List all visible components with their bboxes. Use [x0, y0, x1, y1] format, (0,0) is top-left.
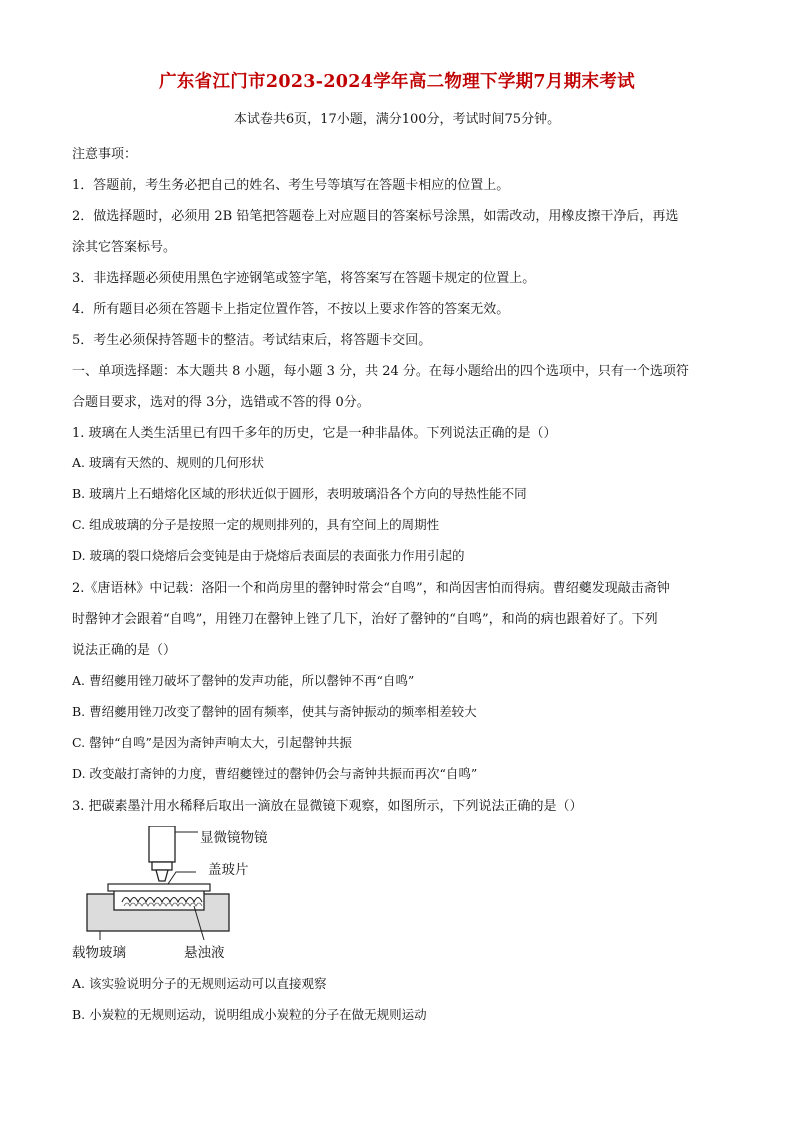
question-1-option-a: A. 玻璃有天然的、规则的几何形状 — [72, 455, 264, 470]
glass-slide-label: 载物玻璃 — [72, 945, 126, 961]
notice-item: 涂其它答案标号。 — [72, 240, 177, 255]
question-3-option-a: A. 该实验说明分子的无规则运动可以直接观察 — [72, 976, 327, 991]
exam-subtitle: 本试卷共6页，17小题，满分100分，考试时间75分钟。 — [233, 112, 561, 127]
notice-item: 3．非选择题必须使用黑色字迹钢笔或签字笔，将答案写在答题卡规定的位置上。 — [72, 271, 536, 286]
question-2-stem-line: 说法正确的是（） — [72, 643, 177, 658]
suspension-label: 悬浊液 — [184, 945, 225, 961]
cover-slip-label: 盖玻片 — [208, 862, 249, 878]
notice-item: 5．考生必须保持答题卡的整洁。考试结束后，将答题卡交回。 — [72, 333, 432, 348]
question-3-option-b: B. 小炭粒的无规则运动，说明组成小炭粒的分子在做无规则运动 — [72, 1007, 427, 1022]
question-2-option-c: C. 罄钟“自鸣”是因为斋钟声响太大，引起罄钟共振 — [72, 735, 352, 750]
notice-heading: 注意事项： — [72, 147, 138, 162]
question-2-option-a: A. 曹绍夔用锉刀破坏了罄钟的发声功能，所以罄钟不再“自鸣” — [72, 673, 415, 688]
question-1-option-c: C. 组成玻璃的分子是按照一定的规则排列的，具有空间上的周期性 — [72, 517, 440, 532]
exam-title: 广东省江门市2023-2024学年高二物理下学期7月期末考试 — [159, 72, 635, 92]
notice-item: 1．答题前，考生务必把自己的姓名、考生号等填写在答题卡相应的位置上。 — [72, 178, 510, 193]
objective-label: 显微镜物镜 — [200, 830, 268, 846]
question-2-stem-line: 时罄钟才会跟着“自鸣”，用锉刀在罄钟上锉了几下，治好了罄钟的“自鸣”，和尚的病也跟着好了。下列 — [72, 612, 658, 627]
objective-lens-shape — [149, 826, 175, 881]
question-2-stem-line: 2.《唐语林》中记载：洛阳一个和尚房里的罄钟时常会“自鸣”，和尚因害怕而得病。曹绍夔发现敲击斋钟 — [72, 581, 670, 596]
section-heading-cont: 合题目要求，选对的得 3分，选错或不答的得 0分。 — [72, 395, 370, 410]
question-2-option-b: B. 曹绍夔用锉刀改变了罄钟的固有频率，使其与斋钟振动的频率相差较大 — [72, 704, 477, 719]
notice-item: 4．所有题目必须在答题卡上指定位置作答，不按以上要求作答的答案无效。 — [72, 302, 510, 317]
question-3-stem: 3. 把碳素墨汁用水稀释后取出一滴放在显微镜下观察，如图所示，下列说法正确的是（） — [72, 799, 583, 814]
cover-slip-leader-line — [168, 872, 196, 884]
question-2-option-d: D. 改变敲打斋钟的力度，曹绍夔锉过的罄钟仍会与斋钟共振而再次“自鸣” — [72, 766, 478, 781]
notice-item: 2．做选择题时，必须用 2B 铅笔把答题卷上对应题目的答案标号涂黑，如需改动，用橡皮擦干净后，再选 — [72, 209, 679, 224]
cover-slip-shape — [108, 884, 210, 891]
microscope-figure — [72, 826, 292, 964]
question-1-stem: 1. 玻璃在人类生活里已有四千多年的历史，它是一种非晶体。下列说法正确的是（） — [72, 426, 557, 441]
question-1-option-b: B. 玻璃片上石蜡熔化区域的形状近似于圆形，表明玻璃沿各个方向的导热性能不同 — [72, 486, 527, 501]
question-1-option-d: D. 玻璃的裂口烧熔后会变钝是由于烧熔后表面层的表面张力作用引起的 — [72, 548, 465, 563]
section-heading: 一、单项选择题：本大题共 8 小题，每小题 3 分，共 24 分。在每小题给出的四个选项中，只有一个选项符 — [72, 364, 689, 379]
